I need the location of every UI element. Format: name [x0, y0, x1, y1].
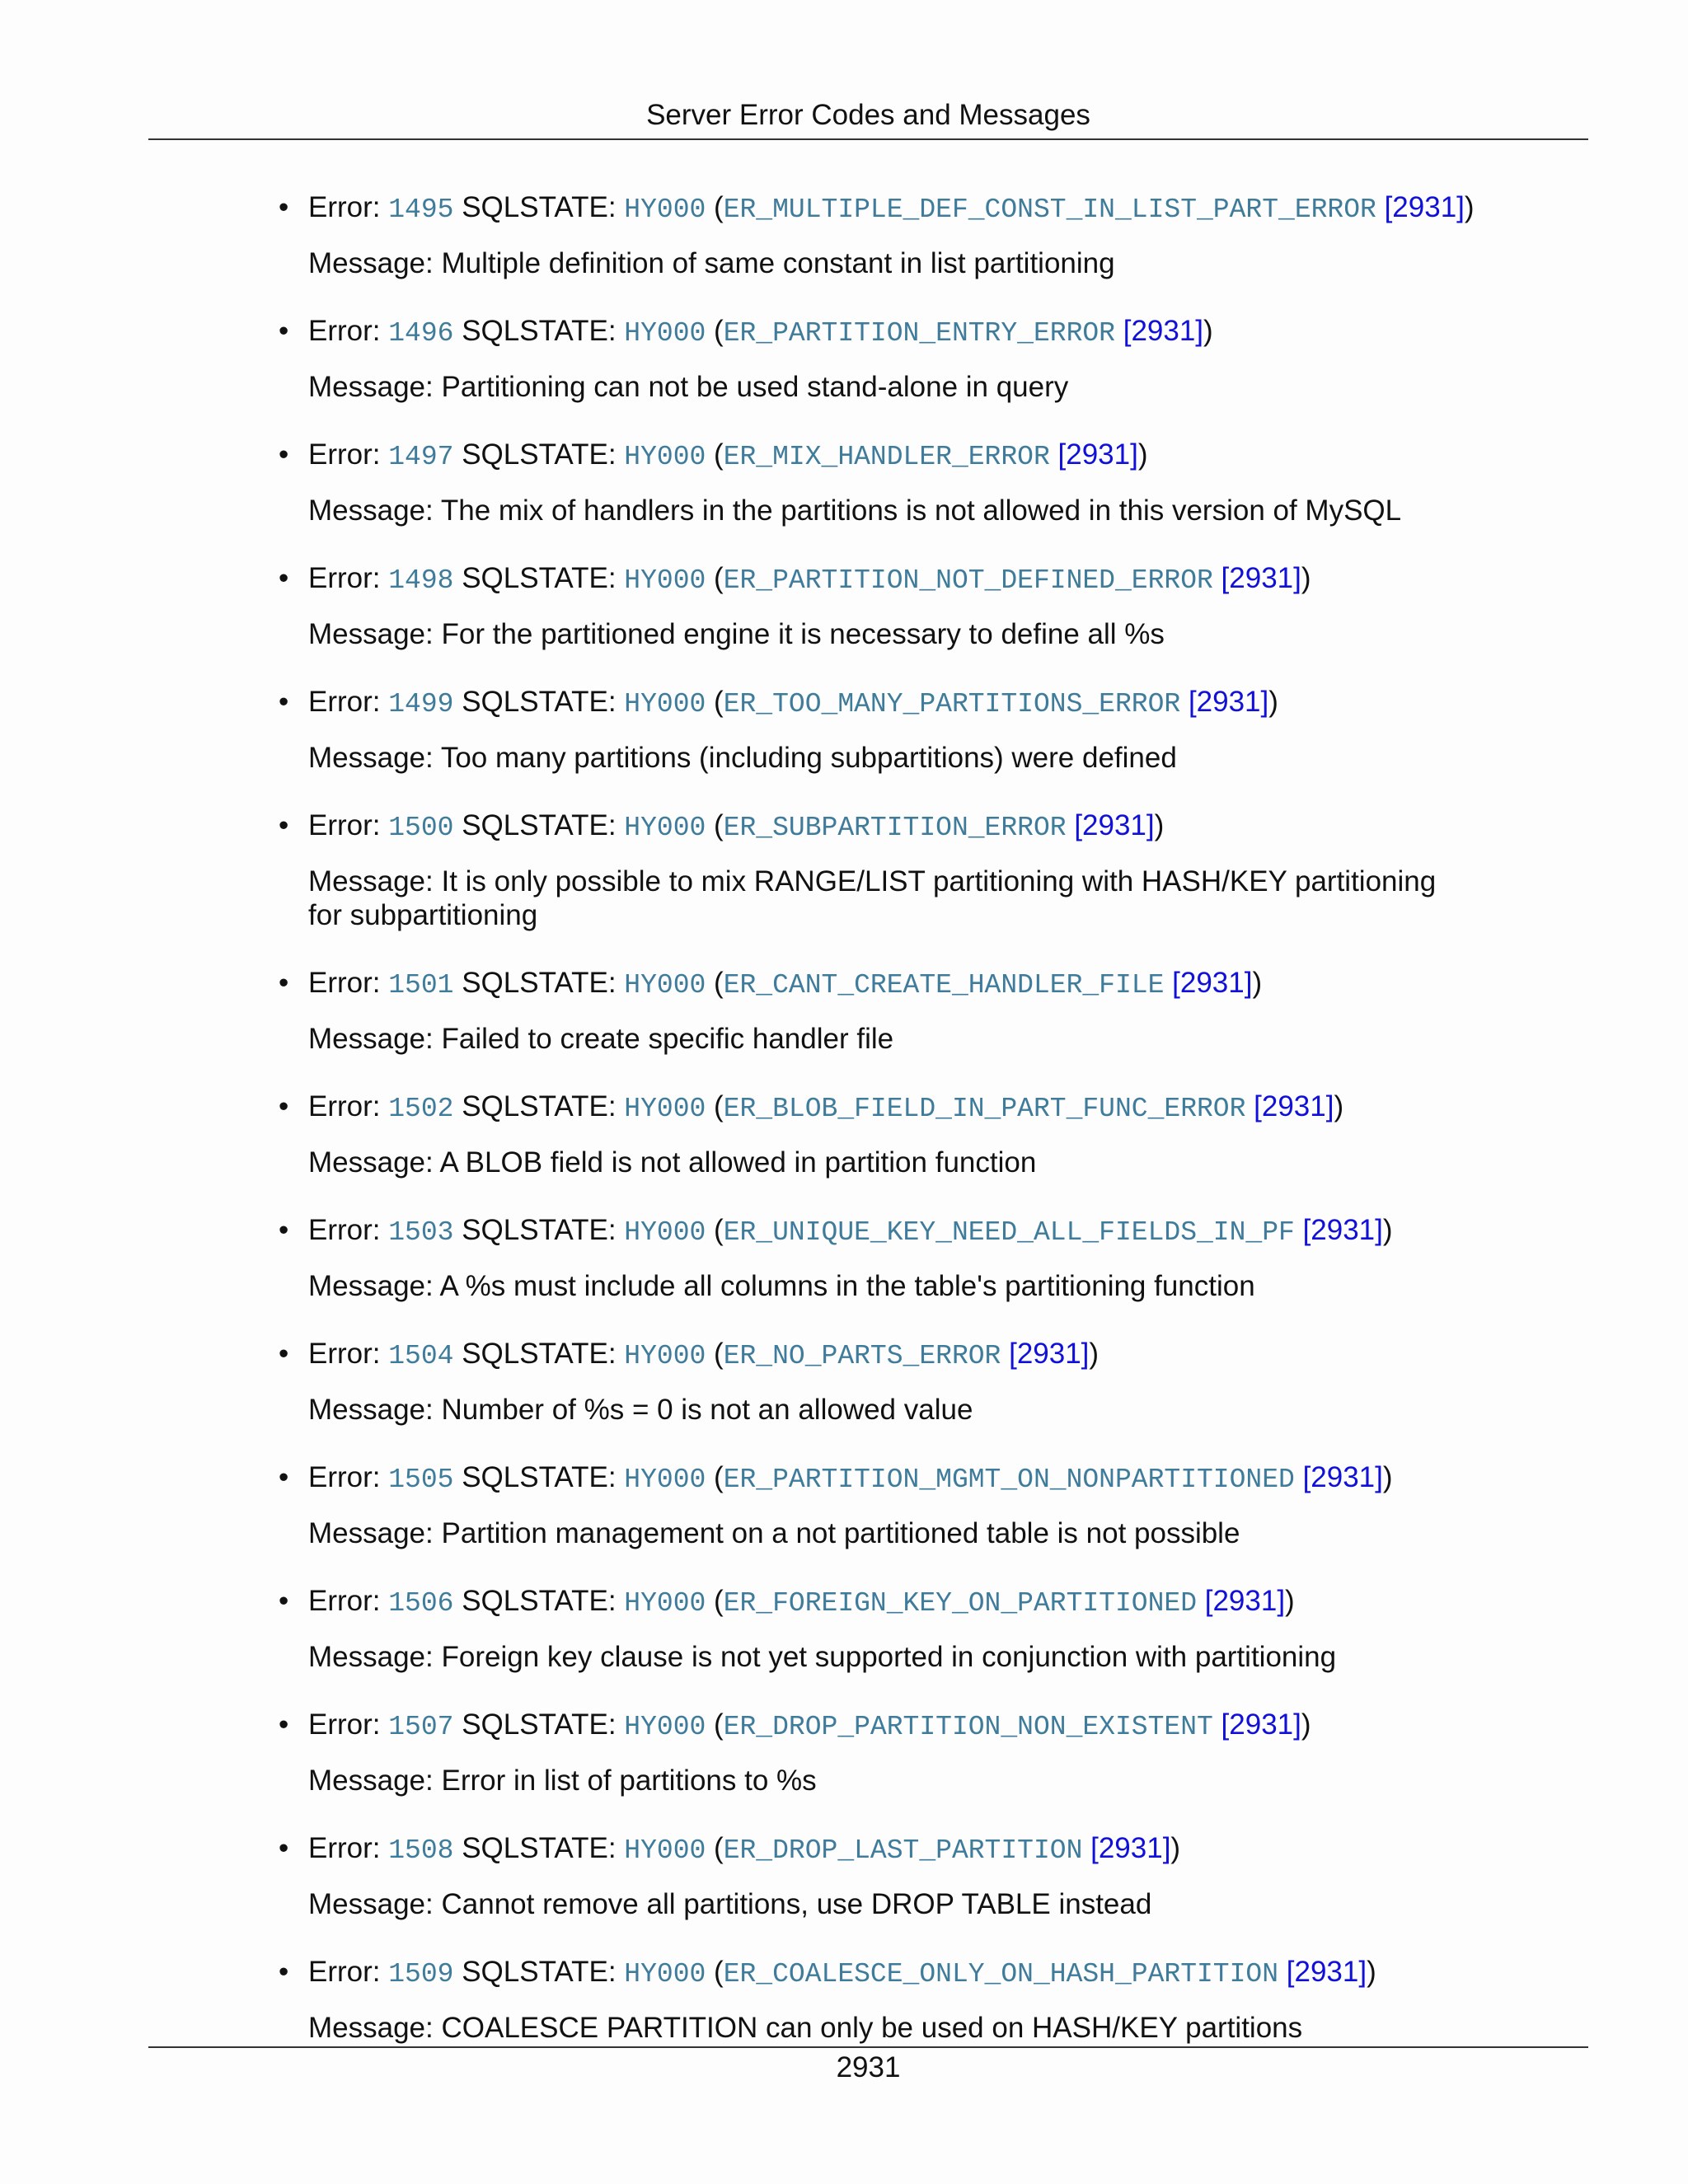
bullet-icon: • — [279, 438, 289, 471]
close-paren: ) — [1154, 809, 1165, 841]
page-reference-link[interactable]: [2931] — [1302, 1461, 1383, 1493]
error-entry — [0, 1954, 1688, 2045]
message-label: Message: — [308, 247, 434, 279]
message-label: Message: — [308, 742, 434, 774]
bullet-icon: • — [279, 1956, 289, 1988]
open-paren: ( — [714, 1090, 724, 1122]
error-label: Error: — [308, 562, 381, 594]
error-code: 1509 — [388, 1959, 454, 1990]
message-line — [308, 1516, 1454, 1550]
page-reference-link[interactable]: [2931] — [1384, 191, 1465, 223]
sqlstate-label: SQLSTATE: — [462, 1585, 617, 1617]
error-entry — [0, 1089, 1688, 1179]
sqlstate-label: SQLSTATE: — [462, 967, 617, 999]
error-line — [308, 1089, 1688, 1127]
message-line — [308, 1640, 1454, 1674]
close-paren: ) — [1367, 1956, 1376, 1988]
error-code: 1498 — [388, 565, 454, 596]
open-paren: ( — [714, 1338, 724, 1370]
sqlstate-label: SQLSTATE: — [462, 438, 617, 471]
bullet-icon: • — [279, 1461, 289, 1493]
message-text: Too many partitions (including subpartitions) were defined — [440, 742, 1177, 774]
sqlstate-label: SQLSTATE: — [462, 809, 617, 841]
message-line — [308, 1146, 1454, 1179]
page-reference-link[interactable]: [2931] — [1302, 1214, 1383, 1246]
bullet-icon: • — [279, 1708, 289, 1741]
open-paren: ( — [714, 809, 724, 841]
sqlstate-value: HY000 — [624, 689, 706, 719]
sqlstate-label: SQLSTATE: — [462, 1956, 617, 1988]
error-label: Error: — [308, 1214, 381, 1246]
sqlstate-label: SQLSTATE: — [462, 1090, 617, 1122]
message-label: Message: — [308, 1888, 434, 1920]
error-line — [308, 1212, 1688, 1251]
error-line — [308, 313, 1688, 352]
close-paren: ) — [1252, 967, 1263, 999]
error-line — [308, 190, 1688, 228]
sqlstate-value: HY000 — [624, 813, 706, 843]
close-paren: ) — [1203, 315, 1213, 347]
open-paren: ( — [714, 562, 724, 594]
close-paren: ) — [1089, 1338, 1100, 1370]
error-label: Error: — [308, 809, 381, 841]
error-label: Error: — [308, 1832, 381, 1864]
close-paren: ) — [1170, 1832, 1181, 1864]
message-text: Number of %s = 0 is not an allowed value — [441, 1394, 973, 1426]
error-symbol: ER_MIX_HANDLER_ERROR — [723, 442, 1050, 472]
message-line — [308, 741, 1454, 775]
sqlstate-value: HY000 — [624, 318, 706, 349]
sqlstate-value: HY000 — [624, 1094, 706, 1124]
message-label: Message: — [308, 1641, 434, 1673]
close-paren: ) — [1268, 686, 1278, 718]
error-line — [308, 1954, 1688, 1993]
message-label: Message: — [308, 1517, 434, 1549]
open-paren: ( — [714, 1214, 724, 1246]
message-text: Multiple definition of same constant in list partitioning — [441, 247, 1115, 279]
open-paren: ( — [714, 967, 724, 999]
error-label: Error: — [308, 1090, 381, 1122]
sqlstate-label: SQLSTATE: — [462, 1832, 617, 1864]
error-symbol: ER_SUBPARTITION_ERROR — [723, 813, 1067, 843]
open-paren: ( — [714, 1585, 724, 1617]
message-label: Message: — [308, 2012, 434, 2044]
sqlstate-value: HY000 — [624, 1465, 706, 1495]
error-entry — [0, 437, 1688, 527]
close-paren: ) — [1334, 1090, 1344, 1122]
bullet-icon: • — [279, 1090, 289, 1122]
close-paren: ) — [1285, 1585, 1295, 1617]
error-list — [0, 190, 1688, 2078]
error-symbol: ER_UNIQUE_KEY_NEED_ALL_FIELDS_IN_PF — [723, 1217, 1295, 1248]
error-line — [308, 1707, 1688, 1746]
error-label: Error: — [308, 1461, 381, 1493]
error-code: 1495 — [388, 194, 454, 225]
message-line — [308, 865, 1454, 932]
error-line — [308, 1336, 1688, 1375]
message-line — [308, 1887, 1454, 1921]
message-text: COALESCE PARTITION can only be used on HASH/KEY partitions — [441, 2012, 1303, 2044]
error-code: 1500 — [388, 813, 454, 843]
error-entry — [0, 684, 1688, 775]
open-paren: ( — [714, 1708, 724, 1741]
page-number: 2931 — [836, 2051, 901, 2083]
error-entry — [0, 1830, 1688, 1921]
error-symbol: ER_COALESCE_ONLY_ON_HASH_PARTITION — [723, 1959, 1279, 1990]
message-line — [308, 617, 1454, 651]
message-label: Message: — [308, 1765, 434, 1797]
page-reference-link[interactable]: [2931] — [1090, 1832, 1171, 1864]
open-paren: ( — [714, 438, 724, 471]
page-header-title: Server Error Codes and Messages — [646, 99, 1090, 131]
open-paren: ( — [714, 686, 724, 718]
sqlstate-label: SQLSTATE: — [462, 562, 617, 594]
error-line — [308, 1460, 1688, 1498]
bullet-icon: • — [279, 562, 289, 594]
message-text: Cannot remove all partitions, use DROP TABLE instead — [441, 1888, 1152, 1920]
page-reference-link[interactable]: [2931] — [1074, 809, 1155, 841]
error-code: 1501 — [388, 970, 454, 1001]
error-entry — [0, 808, 1688, 932]
message-line — [308, 1022, 1454, 1056]
sqlstate-value: HY000 — [624, 1835, 706, 1866]
bullet-icon: • — [279, 809, 289, 841]
message-line — [308, 246, 1454, 280]
page-header — [148, 92, 1588, 140]
error-symbol: ER_FOREIGN_KEY_ON_PARTITIONED — [723, 1588, 1197, 1619]
message-label: Message: — [308, 1270, 434, 1302]
close-paren: ) — [1301, 562, 1311, 594]
message-line — [308, 1393, 1454, 1427]
page-reference-link[interactable]: [2931] — [1286, 1956, 1367, 1988]
message-label: Message: — [308, 1394, 434, 1426]
message-label: Message: — [308, 494, 434, 527]
error-line — [308, 560, 1688, 599]
error-label: Error: — [308, 438, 381, 471]
message-label: Message: — [308, 618, 434, 650]
error-entry — [0, 965, 1688, 1056]
error-label: Error: — [308, 315, 381, 347]
error-label: Error: — [308, 1956, 381, 1988]
error-entry — [0, 1460, 1688, 1550]
bullet-icon: • — [279, 191, 289, 223]
message-text: Error in list of partitions to %s — [441, 1765, 817, 1797]
error-code: 1507 — [388, 1712, 454, 1742]
sqlstate-label: SQLSTATE: — [462, 1461, 617, 1493]
error-entry — [0, 1583, 1688, 1674]
page-reference-link[interactable]: [2931] — [1204, 1585, 1286, 1617]
message-label: Message: — [308, 1146, 434, 1179]
error-entry — [0, 1707, 1688, 1797]
open-paren: ( — [714, 1956, 724, 1988]
close-paren: ) — [1137, 438, 1148, 471]
message-text: Failed to create specific handler file — [441, 1023, 894, 1055]
message-line — [308, 494, 1454, 527]
sqlstate-label: SQLSTATE: — [462, 686, 617, 718]
error-entry — [0, 560, 1688, 651]
error-code: 1503 — [388, 1217, 454, 1248]
error-line — [308, 1583, 1688, 1622]
close-paren: ) — [1301, 1708, 1311, 1741]
error-symbol: ER_PARTITION_ENTRY_ERROR — [723, 318, 1115, 349]
error-symbol: ER_BLOB_FIELD_IN_PART_FUNC_ERROR — [723, 1094, 1246, 1124]
message-text: The mix of handlers in the partitions is not allowed in this version of MySQL — [440, 494, 1402, 527]
message-text: A %s must include all columns in the table's partitioning function — [439, 1270, 1255, 1302]
error-code: 1506 — [388, 1588, 454, 1619]
error-label: Error: — [308, 1338, 381, 1370]
message-text: It is only possible to mix RANGE/LIST partitioning with HASH/KEY partitioning for subpartitioning — [308, 865, 1437, 931]
bullet-icon: • — [279, 1338, 289, 1370]
error-label: Error: — [308, 967, 381, 999]
error-code: 1499 — [388, 689, 454, 719]
error-label: Error: — [308, 191, 381, 223]
error-symbol: ER_PARTITION_MGMT_ON_NONPARTITIONED — [723, 1465, 1295, 1495]
error-line — [308, 1830, 1688, 1869]
sqlstate-label: SQLSTATE: — [462, 1338, 617, 1370]
error-code: 1508 — [388, 1835, 454, 1866]
message-line — [308, 1764, 1454, 1797]
sqlstate-label: SQLSTATE: — [462, 1214, 617, 1246]
open-paren: ( — [714, 191, 724, 223]
error-symbol: ER_MULTIPLE_DEF_CONST_IN_LIST_PART_ERROR — [723, 194, 1376, 225]
error-label: Error: — [308, 686, 381, 718]
bullet-icon: • — [279, 315, 289, 347]
message-label: Message: — [308, 865, 434, 898]
close-paren: ) — [1382, 1461, 1393, 1493]
sqlstate-value: HY000 — [624, 565, 706, 596]
sqlstate-label: SQLSTATE: — [462, 1708, 617, 1741]
error-entry — [0, 313, 1688, 404]
message-line — [308, 2011, 1454, 2045]
page-reference-link[interactable]: [2931] — [1254, 1090, 1334, 1122]
page-reference-link[interactable]: [2931] — [1188, 686, 1269, 718]
message-text: For the partitioned engine it is necessary to define all %s — [441, 618, 1165, 650]
error-symbol: ER_NO_PARTS_ERROR — [723, 1341, 1001, 1371]
error-symbol: ER_DROP_LAST_PARTITION — [723, 1835, 1083, 1866]
error-label: Error: — [308, 1708, 381, 1741]
open-paren: ( — [714, 1832, 724, 1864]
error-code: 1504 — [388, 1341, 454, 1371]
bullet-icon: • — [279, 686, 289, 718]
sqlstate-value: HY000 — [624, 970, 706, 1001]
error-label: Error: — [308, 1585, 381, 1617]
message-text: Partition management on a not partitioned table is not possible — [441, 1517, 1240, 1549]
page-reference-link[interactable]: [2931] — [1172, 967, 1253, 999]
sqlstate-label: SQLSTATE: — [462, 315, 617, 347]
open-paren: ( — [714, 315, 724, 347]
error-line — [308, 437, 1688, 476]
error-line — [308, 808, 1688, 846]
sqlstate-value: HY000 — [624, 194, 706, 225]
sqlstate-value: HY000 — [624, 1712, 706, 1742]
bullet-icon: • — [279, 1832, 289, 1864]
bullet-icon: • — [279, 967, 289, 999]
error-symbol: ER_TOO_MANY_PARTITIONS_ERROR — [723, 689, 1181, 719]
error-symbol: ER_CANT_CREATE_HANDLER_FILE — [723, 970, 1165, 1001]
error-entry — [0, 1212, 1688, 1303]
error-entry — [0, 190, 1688, 280]
error-symbol: ER_PARTITION_NOT_DEFINED_ERROR — [723, 565, 1213, 596]
page-reference-link[interactable]: [2931] — [1221, 1708, 1301, 1741]
message-line — [308, 1269, 1454, 1303]
bullet-icon: • — [279, 1214, 289, 1246]
error-line — [308, 684, 1688, 723]
page-reference-link[interactable]: [2931] — [1057, 438, 1138, 471]
sqlstate-value: HY000 — [624, 1341, 706, 1371]
message-text: Partitioning can not be used stand-alone in query — [441, 371, 1069, 403]
close-paren: ) — [1382, 1214, 1393, 1246]
sqlstate-label: SQLSTATE: — [462, 191, 617, 223]
open-paren: ( — [714, 1461, 724, 1493]
error-code: 1502 — [388, 1094, 454, 1124]
page-reference-link[interactable]: [2931] — [1009, 1338, 1090, 1370]
page-reference-link[interactable]: [2931] — [1123, 315, 1204, 347]
message-text: Foreign key clause is not yet supported in conjunction with partitioning — [441, 1641, 1337, 1673]
message-line — [308, 370, 1454, 404]
close-paren: ) — [1464, 191, 1475, 223]
error-symbol: ER_DROP_PARTITION_NON_EXISTENT — [723, 1712, 1213, 1742]
sqlstate-value: HY000 — [624, 1959, 706, 1990]
error-entry — [0, 1336, 1688, 1427]
sqlstate-value: HY000 — [624, 1217, 706, 1248]
sqlstate-value: HY000 — [624, 1588, 706, 1619]
message-label: Message: — [308, 371, 434, 403]
message-label: Message: — [308, 1023, 434, 1055]
sqlstate-value: HY000 — [624, 442, 706, 472]
error-line — [308, 965, 1688, 1004]
message-text: A BLOB field is not allowed in partition function — [439, 1146, 1037, 1179]
page-reference-link[interactable]: [2931] — [1221, 562, 1301, 594]
error-code: 1496 — [388, 318, 454, 349]
error-code: 1497 — [388, 442, 454, 472]
footer-rule — [148, 2046, 1588, 2048]
error-code: 1505 — [388, 1465, 454, 1495]
bullet-icon: • — [279, 1585, 289, 1617]
